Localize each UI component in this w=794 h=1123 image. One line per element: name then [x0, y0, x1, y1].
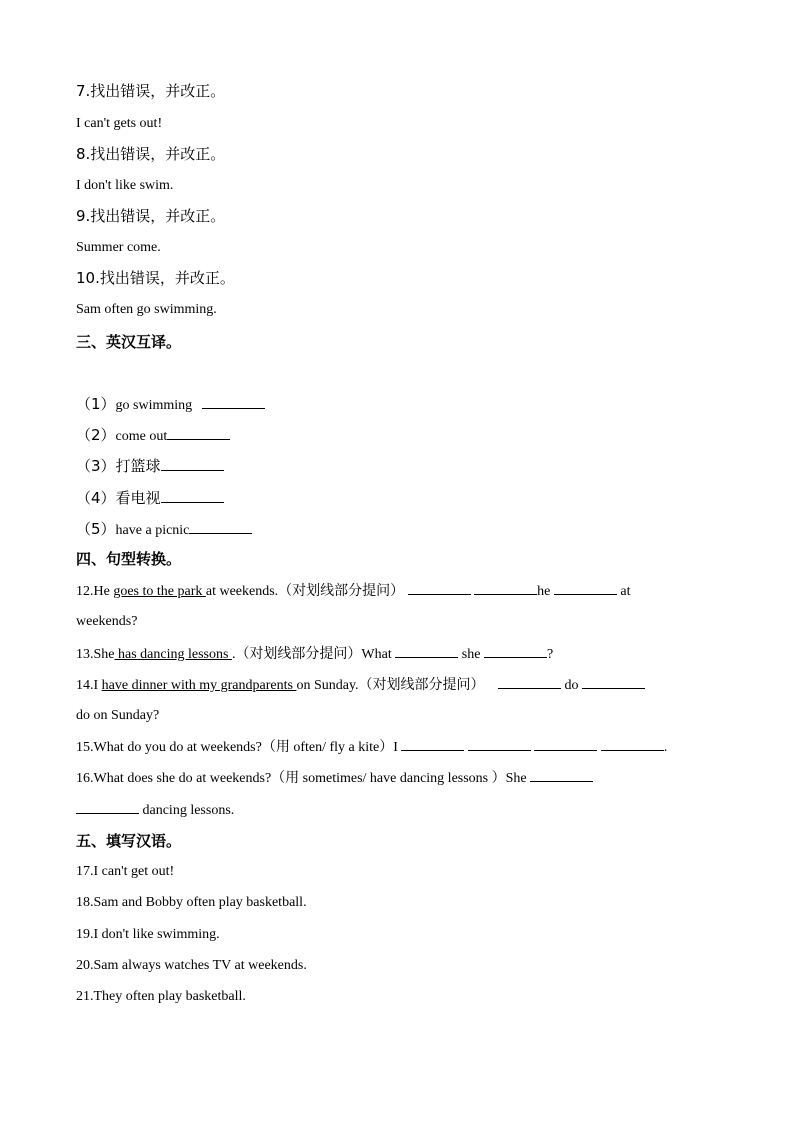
q10-sentence: Sam often go swimming.	[76, 302, 217, 317]
translate-item-4	[76, 489, 724, 509]
answer-blank[interactable]	[401, 738, 464, 751]
q12-text: he	[537, 584, 551, 599]
answer-blank[interactable]	[484, 645, 547, 658]
q14-line1	[76, 676, 724, 695]
item-number: （4）	[76, 489, 116, 507]
q14-underlined: have dinner with my grandparents	[101, 678, 297, 693]
answer-blank[interactable]	[167, 427, 230, 440]
q12-text: at weekends.（对划线部分提问）	[205, 584, 405, 599]
q16-text: 16.What does she do at weekends?（用 sometimes/ have dancing lessons ）She	[76, 771, 527, 786]
answer-blank[interactable]	[498, 676, 561, 689]
answer-blank[interactable]	[582, 676, 645, 689]
q13-underlined: has dancing lessons	[114, 647, 232, 662]
answer-blank[interactable]	[408, 582, 471, 595]
answer-blank[interactable]	[530, 769, 593, 782]
fill-item-18: 18.Sam and Bobby often play basketball.	[76, 895, 307, 910]
q13-text: 13.She	[76, 647, 115, 662]
section3-title: 三、英汉互译。	[76, 333, 182, 351]
answer-blank[interactable]	[554, 582, 617, 595]
q16-line2	[76, 801, 724, 820]
q14-text: 14.I	[76, 678, 102, 693]
q12-line2: weekends?	[76, 614, 138, 629]
fill-item-19: 19.I don't like swimming.	[76, 927, 220, 942]
section4-title: 四、句型转换。	[76, 550, 182, 568]
q15-line	[76, 738, 724, 757]
answer-blank[interactable]	[474, 582, 537, 595]
fill-item-17: 17.I can't get out!	[76, 864, 175, 879]
translate-item-2	[76, 426, 724, 446]
answer-blank[interactable]	[534, 738, 597, 751]
q16-line1	[76, 769, 724, 788]
item-number: （2）	[76, 426, 116, 444]
q14-text: do	[564, 678, 579, 693]
q13-text: ?	[546, 647, 554, 662]
item-text: 看电视	[115, 489, 161, 507]
item-text: 打篮球	[115, 457, 161, 475]
q13-text: she	[461, 647, 481, 662]
answer-blank[interactable]	[601, 738, 664, 751]
answer-blank[interactable]	[76, 801, 139, 814]
answer-blank[interactable]	[189, 521, 252, 534]
answer-blank[interactable]	[468, 738, 531, 751]
q16-text: dancing lessons.	[142, 803, 235, 818]
q13-line	[76, 645, 724, 664]
item-text: come out	[115, 429, 168, 444]
section5-title: 五、填写汉语。	[76, 832, 182, 850]
q14-line2: do on Sunday?	[76, 708, 160, 723]
q13-text: .（对划线部分提问）What	[231, 647, 392, 662]
q9-prompt: 9.找出错误，并改正。	[76, 207, 226, 225]
q8-prompt: 8.找出错误，并改正。	[76, 145, 226, 163]
translate-item-5	[76, 520, 724, 540]
q15-text: 15.What do you do at weekends?（用 often/ fly a kite）I	[76, 740, 398, 755]
q8-sentence: I don't like swim.	[76, 178, 174, 193]
translate-item-3	[76, 457, 724, 477]
q12-text: 12.He	[76, 584, 114, 599]
q12-line1	[76, 582, 724, 601]
q14-text: on Sunday.（对划线部分提问）	[296, 678, 485, 693]
item-number: （1）	[76, 395, 116, 413]
item-text: go swimming	[115, 398, 193, 413]
q12-underlined: goes to the park	[113, 584, 206, 599]
answer-blank[interactable]	[202, 396, 265, 409]
answer-blank[interactable]	[161, 490, 224, 503]
q7-prompt: 7.找出错误，并改正。	[76, 82, 226, 100]
answer-blank[interactable]	[161, 458, 224, 471]
q10-prompt: 10.找出错误，并改正。	[76, 269, 235, 287]
item-text: have a picnic	[115, 523, 190, 538]
q15-text: .	[663, 740, 668, 755]
answer-blank[interactable]	[395, 645, 458, 658]
q12-text: at	[620, 584, 631, 599]
fill-item-20: 20.Sam always watches TV at weekends.	[76, 958, 307, 973]
fill-item-21: 21.They often play basketball.	[76, 989, 246, 1004]
item-number: （3）	[76, 457, 116, 475]
q7-sentence: I can't gets out!	[76, 116, 163, 131]
translate-item-1	[76, 395, 724, 415]
item-number: （5）	[76, 520, 116, 538]
q9-sentence: Summer come.	[76, 240, 161, 255]
